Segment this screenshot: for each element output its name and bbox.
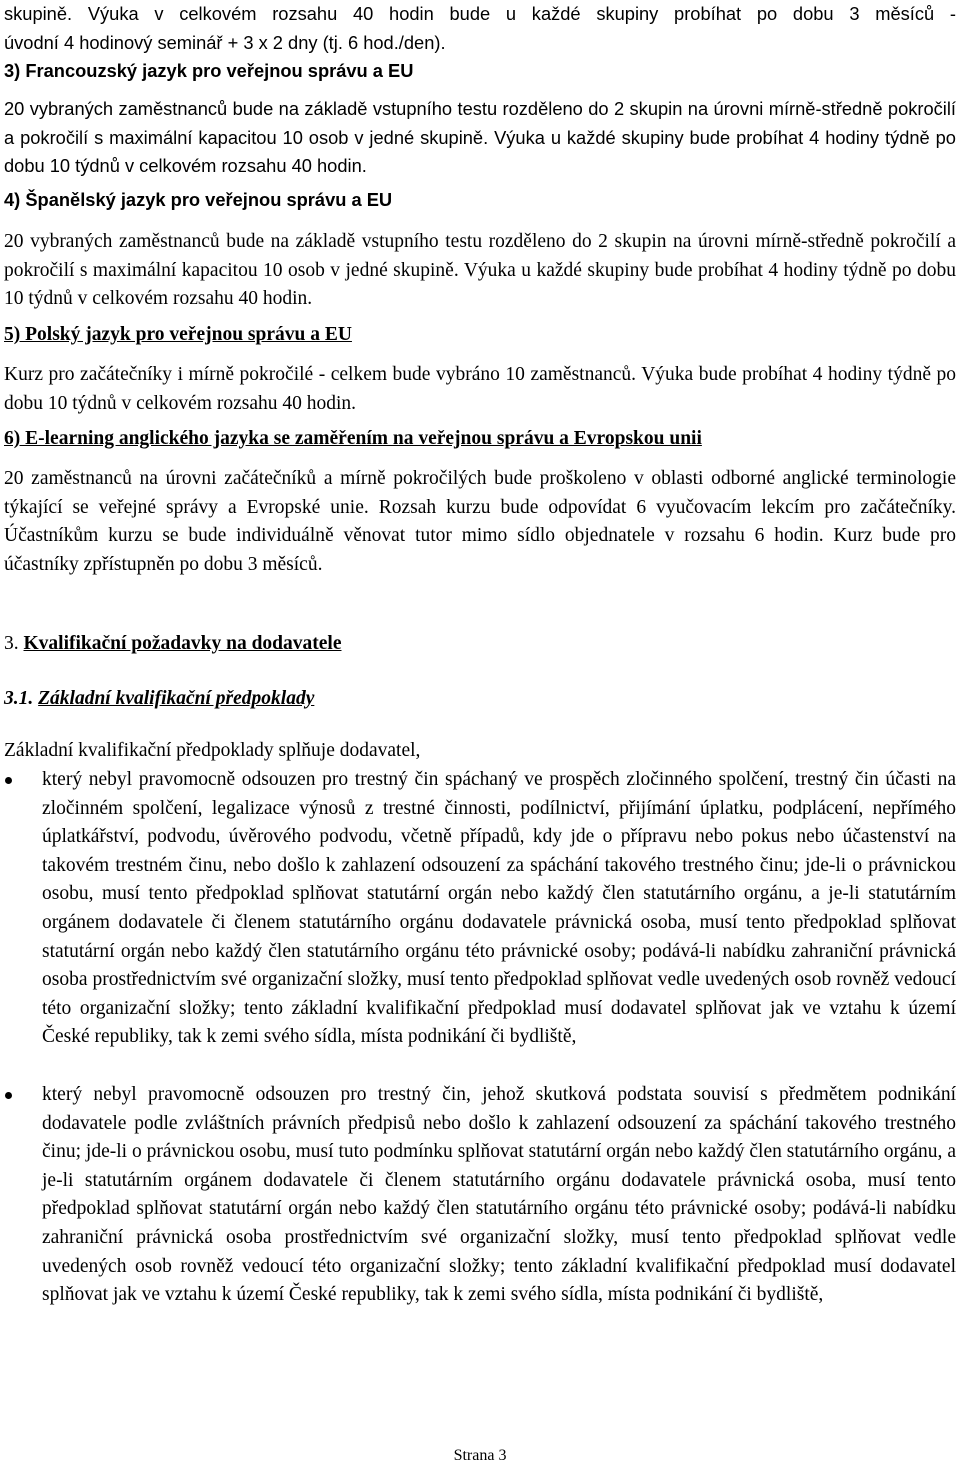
section-5-paragraph [4, 361, 956, 418]
section-3-paragraph [4, 95, 956, 181]
section-4-heading: 4) Španělský jazyk pro veřejnou správu a EU [4, 189, 393, 210]
bullet-icon [5, 1092, 12, 1099]
section-4-text: 20 vybraných zaměstnanců bude na základě vstupního testu rozděleno do 2 skupin na úrovni mírně-středně pokročilí a pokročilí s maximální kapacitou 10 osob v jedné skupině. Výuka u každé skupiny bude probíhat 4 hodiny týdně po dobu 10 týdnů v celkovém rozsahu 40 hodin. [4, 231, 956, 310]
section-6-heading [4, 425, 956, 454]
qualification-list [4, 766, 956, 1310]
chapter-3-number: 3. [4, 633, 19, 654]
intro-line-2: úvodní 4 hodinový seminář + 3 x 2 dny (tj. 6 hod./den). [4, 31, 446, 53]
section-5-text: Kurz pro začátečníky i mírně pokročilé - celkem bude vybráno 10 zaměstnanců. Výuka bude probíhat 4 hodiny týdně po dobu 10 týdnů v celkovém rozsahu 40 hodin. [4, 364, 956, 414]
bullet-icon [5, 777, 12, 784]
section-3-text-a: 20 vybraných zaměstnanců bude na základě vstupního testu rozděleno do 2 skupin na úrovni mírně-středně pokročilí a pokročilí s maximální kapacitou 10 osob v jedné skupině. [4, 98, 956, 148]
intro-paragraph [4, 0, 956, 57]
page-footer: Strana 3 [453, 1447, 507, 1464]
section-5-title: 5) Polský jazyk pro veřejnou správu a EU [4, 324, 352, 345]
list-item-text: který nebyl pravomocně odsouzen pro trestný čin, jehož skutková podstata souvisí s předmětem podnikání dodavatele podle zvláštních právních předpisů nebo došlo k zahlazení odsouzení za spáchání takového trestného činu; jde-li o právnickou osobu, musí tuto podmínku splňovat statutární orgán nebo každý člen statutárního orgánu, a je-li statutárním orgánem dodavatele či členem statutárního orgánu dodavatele právnická osoba, musí tento předpoklad splňovat statutární orgán nebo každý člen statutárního orgánu této právnické osoby; podává-li nabídku zahraniční právnická osoba prostřednictvím své organizační složky, musí tento předpoklad splňovat vedle uvedených osob rovněž vedoucí této organizační složky; tento základní kvalifikační předpoklad musí dodavatel splňovat jak ve vztahu k území České republiky, tak k zemi svého sídla, místa podnikání či bydliště, [42, 1083, 956, 1306]
section-3-heading: 3) Francouzský jazyk pro veřejnou správu a EU [4, 60, 414, 81]
subchapter-3-1-title: Základní kvalifikační předpoklady [38, 688, 315, 709]
qualification-intro: Základní kvalifikační předpoklady splňuje dodavatel, [4, 740, 421, 761]
subchapter-3-1-number: 3.1. [4, 688, 34, 709]
section-4-paragraph [4, 228, 956, 314]
chapter-3-title: Kvalifikační požadavky na dodavatele [23, 633, 342, 654]
section-6-title: 6) E-learning anglického jazyka se zaměřením na veřejnou správu a Evropskou unii [4, 428, 702, 449]
section-6-text: 20 zaměstnanců na úrovni začátečníků a mírně pokročilých bude proškoleno v oblasti odborné anglické terminologie týkající se veřejné správy a Evropské unie. Rozsah kurzu bude odpovídat 6 vyučovacím lekcím pro začátečníky. Účastníkům kurzu se bude individuálně věnovat tutor mimo sídlo objednatele v rozsahu 6 hodin. Kurz bude pro účastníky zpřístupněn po dobu 3 měsíců. [4, 468, 956, 575]
section-6-paragraph [4, 465, 956, 579]
section-5-heading [4, 321, 956, 350]
intro-line-1: skupině. Výuka v celkovém rozsahu 40 hodin bude u každé skupiny probíhat po dobu 3 měsíců - [4, 3, 956, 24]
list-item [4, 766, 956, 1052]
subchapter-3-1-heading [4, 685, 956, 714]
list-item [4, 1081, 956, 1310]
chapter-3-heading [4, 630, 956, 659]
section-3-text-b: Výuka u každé skupiny bude probíhat 4 hodiny týdně po dobu 10 týdnů v celkovém rozsahu 40 hodin. [4, 126, 956, 177]
list-item-text: který nebyl pravomocně odsouzen pro trestný čin spáchaný ve prospěch zločinného spolčení, trestný čin účasti na zločinném spolčení, legalizace výnosů z trestné činnosti, podílnictví, přijímání úplatku, podplácení, nepřímého úplatkářství, podvodu, úvěrového podvodu, včetně případů, kdy jde o přípravu nebo pokus nebo účastenství na takovém trestném činu, nebo došlo k zahlazení odsouzení za spáchání takového trestného činu; jde-li o právnickou osobu, musí tento předpoklad splňovat statutární orgán nebo každý člen statutárního orgánu, a je-li statutárním orgánem dodavatele či členem statutárního orgánu dodavatele právnická osoba, musí tento předpoklad splňovat statutární orgán nebo každý člen statutárního orgánu této právnické osoby; podává-li nabídku zahraniční právnická osoba prostřednictvím své organizační složky, musí tento předpoklad splňovat vedle uvedených osob rovněž vedoucí této organizační složky; tento základní kvalifikační předpoklad musí dodavatel splňovat jak ve vztahu k území České republiky, tak k zemi svého sídla, místa podnikání či bydliště, [42, 769, 956, 1048]
